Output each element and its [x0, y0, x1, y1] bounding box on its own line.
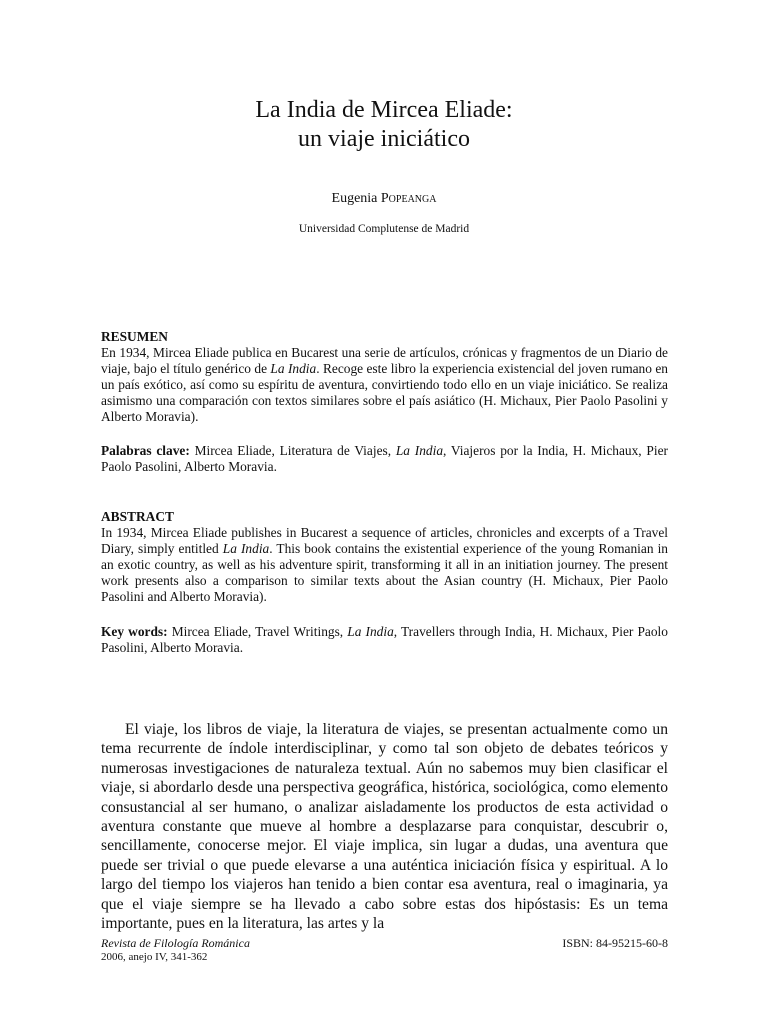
- resumen-text-a: En 1934, Mircea Eliade publica en Bucarest una serie de artículos, crónicas y fragmentos de un Diario de viaje, bajo el título genérico de: [101, 345, 668, 376]
- author-name: [0, 191, 768, 207]
- journal-name: Revista de Filología Románica: [101, 936, 250, 950]
- resumen-text-italic: La India: [270, 361, 317, 376]
- palabras-clave-text-b: , Viajeros por la India, H. Michaux, Pier Paolo Pasolini, Alberto Moravia.: [101, 443, 668, 474]
- author-last-name: Popeanga: [380, 191, 437, 206]
- abstract-section: [101, 509, 668, 605]
- resumen-heading: RESUMEN: [101, 329, 168, 344]
- body-paragraph: El viaje, los libros de viaje, la literatura de viajes, se presentan actualmente como un tema recurrente de índole interdisciplinar, y como tal son objeto de debates teóricos y numerosas investigaciones de naturaleza textual. Aún no sabemos muy bien clasificar el viaje, si abordarlo desde una perspectiva geográfica, histórica, sociológica, como elemento consustancial al ser humano, o analizar aisladamente los productos de esta actividad o aventura constante que mueve al hombre a desplazarse para conquistar, descubrir o, sencillamente, conocerse mejor. El viaje implica, sin lugar a dudas, una aventura que puede ser trivial o que puede elevarse a una auténtica iniciación física y espiritual. A lo largo del tiempo los viajeros han tenido a bien contar esa aventura, real o imaginaria, ya que el viaje siempre se ha llevado a cabo sobre estas dos hipóstasis: Es un tema importante, pues en la literatura, las artes y la: [101, 721, 668, 933]
- paper-title: [0, 96, 768, 154]
- key-words: [101, 624, 668, 656]
- author-first-name: Eugenia: [331, 191, 378, 206]
- abstract-text-italic: La India: [222, 541, 270, 556]
- footer-isbn: ISBN: 84-95215-60-8: [562, 936, 668, 950]
- palabras-clave: [101, 443, 668, 475]
- key-words-text-a: Mircea Eliade, Travel Writings,: [167, 624, 348, 639]
- title-line-2: un viaje iniciático: [298, 126, 470, 152]
- resumen-section: [101, 329, 668, 425]
- abstract-text-a: In 1934, Mircea Eliade publishes in Bucarest a sequence of articles, chronicles and excerpts of a Travel Diary, simply entitled: [101, 525, 668, 556]
- abstract-text-b: . This book contains the existential experience of the young Romanian in an exotic country, as well as his adventure spirit, transforming it all in an initiation journey. The present work presents also a comparison to similar texts about the Asian country (H. Michaux, Pier Paolo Pasolini and Alberto Moravia).: [101, 541, 668, 604]
- key-words-text-b: , Travellers through India, H. Michaux, Pier Paolo Pasolini, Alberto Moravia.: [101, 624, 668, 655]
- resumen-text-b: . Recoge este libro la experiencia existencial del joven rumano en un país exótico, así como su espíritu de aventura, convirtiendo todo ello en un viaje iniciático. Se realiza asimismo una comparación con textos similares sobre el país asiático (H. Michaux, Pier Paolo Pasolini y Alberto Moravia).: [101, 361, 668, 424]
- title-line-1: La India de Mircea Eliade:: [255, 97, 513, 123]
- resumen-text: [101, 345, 668, 425]
- abstract-text: [101, 525, 668, 605]
- key-words-label: Key words:: [101, 624, 168, 639]
- palabras-clave-text-a: Mircea Eliade, Literatura de Viajes,: [189, 443, 396, 458]
- palabras-clave-italic: La India: [395, 443, 444, 458]
- author-affiliation: Universidad Complutense de Madrid: [298, 223, 470, 235]
- journal-volume: 2006, anejo IV, 341-362: [101, 951, 208, 963]
- footer-citation: [101, 936, 250, 964]
- key-words-italic: La India: [347, 624, 394, 639]
- palabras-clave-label: Palabras clave:: [101, 443, 190, 458]
- abstract-heading: ABSTRACT: [101, 509, 174, 524]
